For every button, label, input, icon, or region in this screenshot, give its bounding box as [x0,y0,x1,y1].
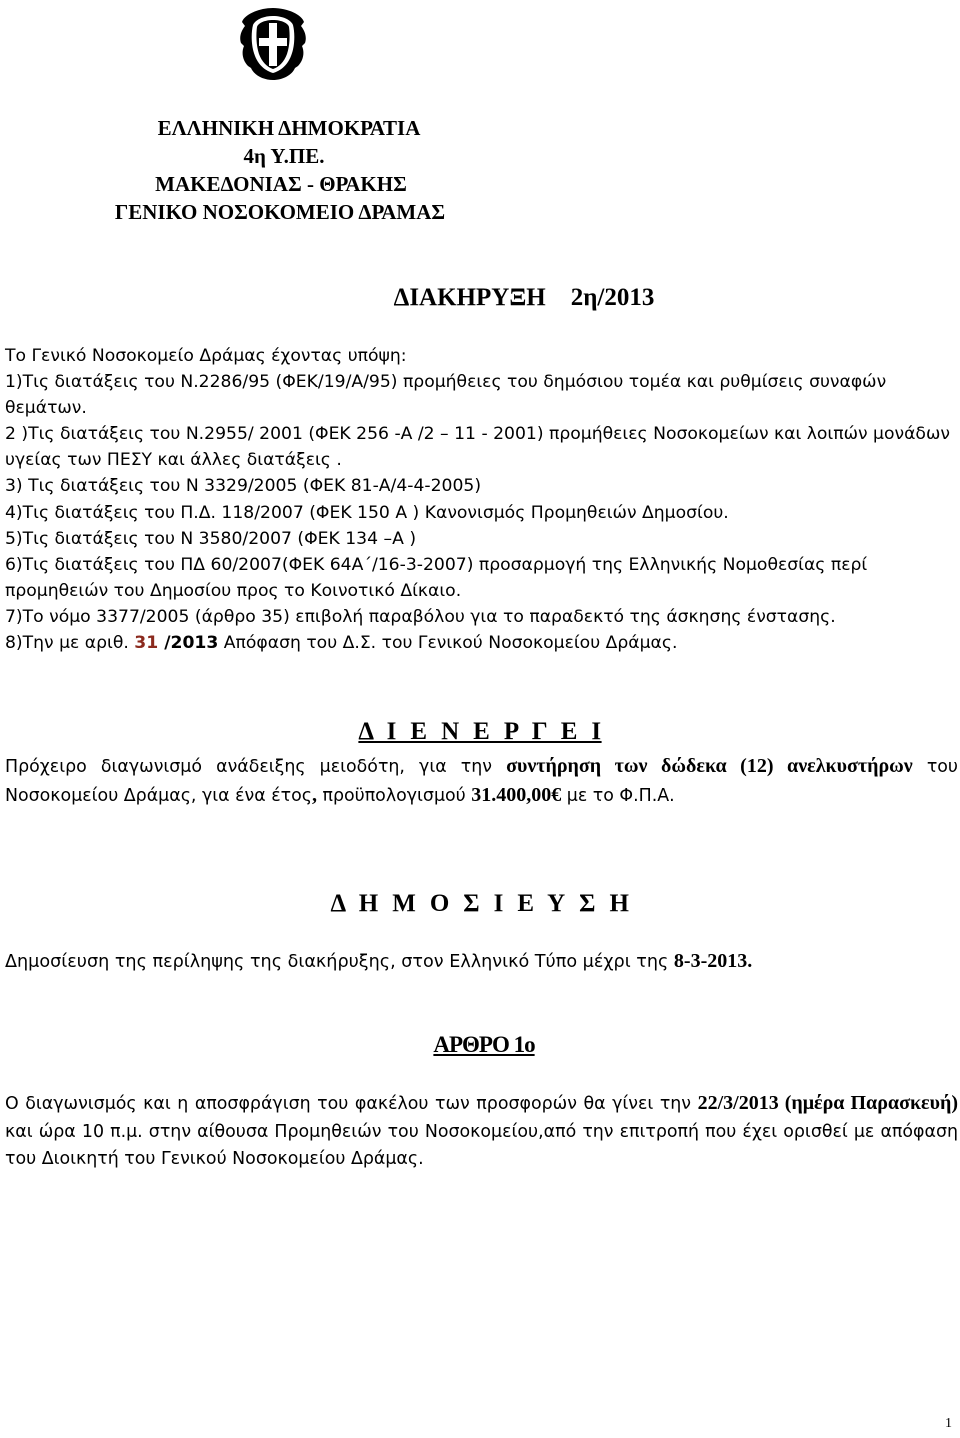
tender-text: του Νοσοκομείου Δράμας, για ένα έτος [5,757,958,806]
legal-basis-item: 2 )Τις διατάξεις του Ν.2955/ 2001 (ΦΕΚ 256 -Α /2 – 11 - 2001) προμήθειες Νοσοκομείων και λοιπών μονάδων υγείας των ΠΕΣΥ και άλλες διατάξεις . [5,424,950,471]
health-region: 4η Υ.ΠΕ. [243,144,325,168]
tender-budget: 31.400,00€ [471,783,562,806]
tender-subject: συντήρηση των δώδεκα (12) ανελκυστήρων [506,755,913,777]
item8-suffix: Απόφαση του Δ.Σ. του Γενικού Νοσοκομείου Δράμας. [218,633,678,654]
country-name: ΕΛΛΗΝΙΚΗ ΔΗΜΟΚΡΑΤΙΑ [157,116,421,140]
announces-heading: Δ Ι Ε Ν Ε Ρ Γ Ε Ι [358,718,602,745]
legal-basis-item: 6)Τις διατάξεις του ΠΔ 60/2007(ΦΕΚ 64Α΄/16-3-2007) προσαρμογή της Ελληνικής Νομοθεσίας περί προμηθειών του Δημοσίου προς το Κοινοτικό Δίκαιο. [5,554,868,601]
publication-deadline: 8-3-2013. [673,950,753,972]
legal-basis-item: 1)Τις διατάξεις του Ν.2286/95 (ΦΕΚ/19/Α/95) προμήθειες του δημόσιου τομέα και ρυθμίσεις συναφών θεμάτων. [5,372,887,419]
region-name: ΜΑΚΕΔΟΝΙΑΣ - ΘΡΑΚΗΣ [155,172,407,196]
article-1-body: και ώρα 10 π.μ. στην αίθουσα Προμηθειών του Νοσοκομείου,από την επιτροπή που έχει ορισθεί με απόφαση του Διοικητή του Γενικού Νοσοκομείου Δράμας. [5,1121,958,1169]
declaration-title [0,284,960,312]
publication-heading: Δ Η Μ Ο Σ Ι Ε Υ Σ Η [330,890,630,917]
decision-year: /2013 [158,633,219,654]
article-1-heading [0,1032,960,1058]
legal-basis-list [5,343,958,656]
article-1-body: Ο διαγωνισμός και η αποσφράγιση του φακέλου των προσφορών θα γίνει την [5,1094,698,1114]
tender-announcement [5,753,958,810]
legal-basis-item: 5)Τις διατάξεις του Ν 3580/2007 (ΦΕΚ 134 –Α ) [5,528,417,549]
issuing-authority [0,114,560,226]
decision-number: 31 [134,633,159,654]
tender-text: προϋπολογισμού [316,785,472,806]
legal-basis-item: 4)Τις διατάξεις του Π.Δ. 118/2007 (ΦΕΚ 150 Α ) Κανονισμός Προμηθειών Δημοσίου. [5,502,729,523]
legal-basis-item [5,630,958,656]
legal-basis-item: 7)Το νόμο 3377/2005 (άρθρο 35) επιβολή παραβόλου για το παραδεκτό της άσκησης ένστασης. [5,606,836,627]
tender-comma: , [311,783,317,806]
opening-date: 22/3/2013 (ημέρα Παρασκευή) [697,1092,958,1114]
article-1-label: ΑΡΘΡΟ 1ο [433,1032,535,1057]
publication-text [5,950,958,973]
tender-text: Πρόχειρο διαγωνισμό ανάδειξης μειοδότη, για την [5,757,507,777]
article-1-text [5,1090,958,1174]
publication-body: Δημοσίευση της περίληψης της διακήρυξης, στον Ελληνικό Τύπο μέχρι της [5,952,674,972]
greek-coat-of-arms-seal [236,6,310,82]
declaration-label: ΔΙΑΚΗΡΥΞΗ [393,284,546,311]
tender-text: με το Φ.Π.Α. [561,785,675,806]
hospital-name: ΓΕΝΙΚΟ ΝΟΣΟΚΟΜΕΙΟ ΔΡΑΜΑΣ [114,200,446,224]
legal-basis-item: 3) Τις διατάξεις του Ν 3329/2005 (ΦΕΚ 81-Α/4-4-2005) [5,476,482,497]
declaration-number: 2η/2013 [570,284,655,311]
page-number: 1 [945,1416,952,1431]
legal-basis-intro: Το Γενικό Νοσοκομείο Δράμας έχοντας υπόψη: [5,346,407,366]
item8-prefix: 8)Την με αριθ. [5,633,135,654]
